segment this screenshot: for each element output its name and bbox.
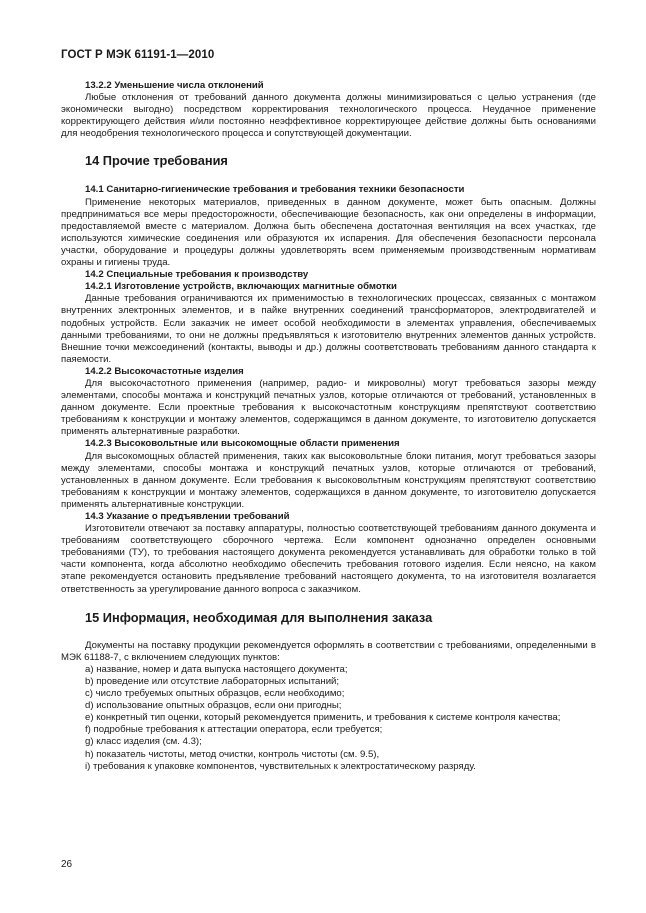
list-item: c) число требуемых опытных образцов, если необходимо; bbox=[85, 688, 345, 700]
section-13-2-2-title: 13.2.2 Уменьшение числа отклонений bbox=[85, 80, 264, 91]
list-item: f) подробные требования к аттестации оператора, если требуется; bbox=[85, 724, 383, 736]
section-14-title: 14 Прочие требования bbox=[85, 153, 228, 169]
section-14-2-2-text: Для высокочастотного применения (например, радио- и микроволны) могут требоваться зазоры между элементами, способы монтажа и конструкций печатных узлов, которые отличаются от требований, установленных в данном документе. Если проектные требования к высокочастотным конструкциям препятствуют соответствию требованиям к конструкции и монтажу элементов, содержащимся в данном документе, то изготовителю допускается применять альтернативные разработки. bbox=[61, 377, 596, 438]
list-item: g) класс изделия (см. 4.3); bbox=[85, 736, 202, 748]
section-14-2-1-title: 14.2.1 Изготовление устройств, включающих магнитные обмотки bbox=[85, 281, 397, 293]
section-15-intro: Документы на поставку продукции рекомендуется оформлять в соответствии с требованиями, определенными в МЭК 61188-7, с включением следующих пунктов: bbox=[61, 639, 596, 663]
list-item: i) требования к упаковке компонентов, чувствительных к электростатическому разряду. bbox=[85, 760, 476, 772]
section-14-1-text: Применение некоторых материалов, приведенных в данном документе, может быть опасным. Должны предприниматься все меры предосторожности, обеспечивающие безопасность, как они определены в информации, предоставляемой вместе с материалом. Должна быть обеспечена достаточная вентиляция на всех участках, где используются химические соединения или образуются их испарения. Для обеспечения безопасности персонала участки, оборудование и процедуры должны удовлетворять всем применяемым производственным нормативам охраны и гигиены труда. bbox=[61, 196, 596, 269]
section-14-2-title: 14.2 Специальные требования к производству bbox=[85, 269, 309, 281]
section-14-1-title: 14.1 Санитарно-гигиенические требования и требования техники безопасности bbox=[85, 184, 465, 196]
list-item: e) конкретный тип оценки, который рекомендуется применить, и требования к системе контроля качества; bbox=[85, 712, 561, 724]
section-14-3-text: Изготовители отвечают за поставку аппаратуры, полностью соответствующей требованиям данного документа и требованиям соответствующего сборочного чертежа. Если компонент однозначно определен основными требованиями (ТУ), то требования настоящего документа рекомендуется устанавливать для обработки только в той части компонента, когда абсолютно необходимо обеспечить требования готового изделия. Если неясно, на каком этапе рекомендуется остановить предъявление требований настоящего документа, то на изготовителя возлагается ответственность за урегулирование данного вопроса с заказчиком. bbox=[61, 523, 596, 595]
section-14-2-1-text: Данные требования ограничиваются их применимостью в технологических процессах, связанных с монтажом внутренних электронных элементов, и в пайке внутренних соединений трансформаторов, электродвигателей и подобных устройств. Если заказчик не имеет особой необходимости в элементах управления, обеспечиваемых данными требованиями, то они не должны предъявляться к изготовителю внутренних элементов данных устройств. Внешние точки межсоединений (контакты, выводы и др.) должны соответствовать требованиям данного стандарта к паяемости. bbox=[61, 293, 596, 365]
section-14-3-title: 14.3 Указание о предъявлении требований bbox=[85, 511, 290, 522]
list-item: d) использование опытных образцов, если они пригодны; bbox=[85, 700, 342, 712]
page-content bbox=[61, 80, 596, 773]
section-14-2-2-title: 14.2.2 Высокочастотные изделия bbox=[85, 365, 244, 377]
list-item: b) проведение или отсутствие лабораторных испытаний; bbox=[85, 675, 340, 687]
section-14-2-3-text: Для высокомощных областей применения, таких как высоковольтные блоки питания, могут требоваться зазоры между элементами, способы монтажа и конструкций печатных узлов, которые отличаются от требований, установленных в данном документе. Если требования к высоковольтным конструкциям препятствуют соответствию требованиям к конструкции и монтажу элементов, содержащихся в данном документе, то изготовителю допускается применять альтернативные конструкции. bbox=[61, 450, 596, 510]
section-15-title: 15 Информация, необходимая для выполнения заказа bbox=[85, 609, 433, 625]
list-item: a) название, номер и дата выпуска настоящего документа; bbox=[85, 663, 348, 675]
section-13-2-2-text: Любые отклонения от требований данного документа должны минимизироваться с целью устранения (где экономически выгодно) посредством корректирования технологического процесса. Неудачное применение корректирующего действия и/или постоянно неэффективное корректирующее действие должны быть основаниями для неодобрения технологического процесса и сопутствующей документации. bbox=[61, 92, 596, 140]
page-number: 26 bbox=[61, 859, 73, 870]
list-item: h) показатель чистоты, метод очистки, контроль чистоты (см. 9.5), bbox=[85, 748, 380, 760]
section-14-2-3-title: 14.2.3 Высоковольтные или высокомощные области применения bbox=[85, 438, 400, 450]
document-header: ГОСТ Р МЭК 61191-1—2010 bbox=[61, 49, 215, 61]
